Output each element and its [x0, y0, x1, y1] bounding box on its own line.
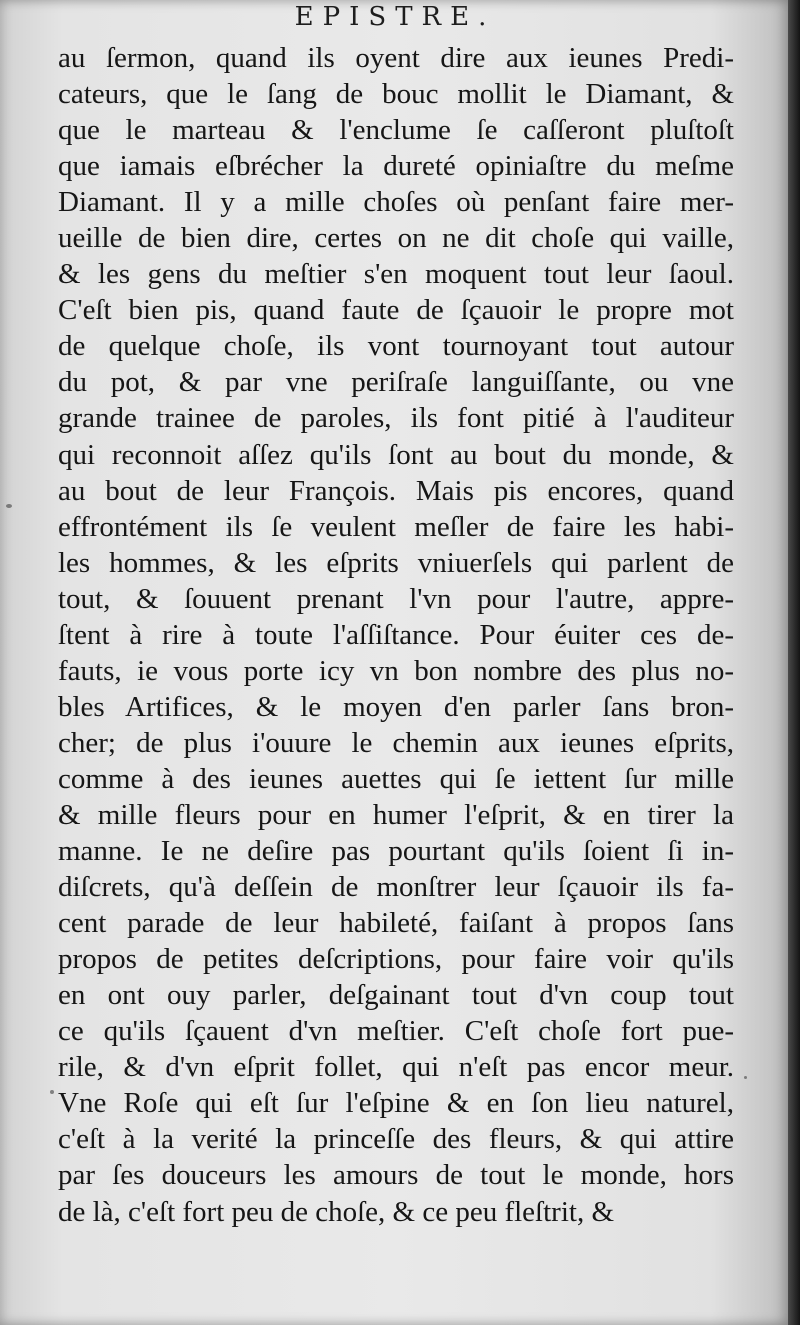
text-line: au ſermon, quand ils oyent dire aux ieunes Predi- — [58, 42, 734, 74]
text-line: fauts, ie vous porte icy vn bon nombre des plus no- — [58, 654, 734, 687]
text-line: de là, c'eſt fort peu de choſe, & ce peu fleſtrit, & — [58, 1195, 614, 1228]
text-line: Vne Roſe qui eſt ſur l'eſpine & en ſon lieu naturel, — [58, 1087, 734, 1120]
text-line: comme à des ieunes auettes qui ſe iettent ſur mille — [58, 762, 734, 795]
text-line: ueille de bien dire, certes on ne dit choſe qui vaille, — [58, 222, 734, 255]
text-line: au bout de leur François. Mais pis encores, quand — [58, 474, 734, 507]
text-line: C'eſt bien pis, quand faute de ſçauoir le propre mot — [58, 294, 734, 327]
text-line: que le marteau & l'enclume ſe caſſeront pluſtoſt — [58, 114, 734, 147]
ink-speck — [744, 1076, 747, 1079]
running-head: EPISTRE. — [294, 2, 496, 32]
text-line: grande trainee de paroles, ils font pitié à l'auditeur — [58, 402, 734, 435]
page-edge-shadow — [788, 0, 800, 1325]
text-line: de quelque choſe, ils vont tournoyant tout autour — [58, 330, 734, 363]
text-line: par ſes douceurs les amours de tout le monde, hors — [58, 1159, 734, 1192]
text-line: rile, & d'vn eſprit follet, qui n'eſt pas encor meur. — [58, 1051, 734, 1084]
text-line: ce qu'ils ſçauent d'vn meſtier. C'eſt choſe fort pue- — [58, 1015, 734, 1048]
text-line: manne. Ie ne deſire pas pourtant qu'ils ſoient ſi in- — [58, 835, 734, 868]
text-line: & les gens du meſtier s'en moquent tout leur ſaoul. — [58, 258, 734, 291]
text-line: bles Artifices, & le moyen d'en parler ſans bron- — [58, 690, 734, 723]
text-line: effrontément ils ſe veulent meſler de faire les habi- — [58, 510, 734, 543]
text-line: en ont ouy parler, deſgainant tout d'vn coup tout — [58, 979, 734, 1012]
text-line: qui reconnoit aſſez qu'ils ſont au bout du monde, & — [58, 438, 734, 471]
text-line: Diamant. Il y a mille choſes où penſant faire mer- — [58, 186, 734, 219]
text-line: c'eſt à la verité la princeſſe des fleurs, & qui attire — [58, 1123, 734, 1156]
ink-speck — [50, 1090, 54, 1094]
text-line: tout, & ſouuent prenant l'vn pour l'autre, appre- — [58, 582, 734, 615]
text-line: propos de petites deſcriptions, pour faire voir qu'ils — [58, 943, 734, 976]
text-line: & mille fleurs pour en humer l'eſprit, & en tirer la — [58, 798, 734, 831]
text-line: du pot, & par vne periſraſe languiſſante, ou vne — [58, 366, 734, 399]
text-line: les hommes, & les eſprits vniuerſels qui parlent de — [58, 546, 734, 579]
text-line: diſcrets, qu'à deſſein de monſtrer leur ſçauoir ils fa- — [58, 871, 734, 904]
body-text — [58, 40, 734, 1230]
text-line: que iamais eſbrécher la dureté opiniaſtre du meſme — [58, 150, 734, 183]
text-line: cateurs, que le ſang de bouc mollit le Diamant, & — [58, 78, 734, 111]
text-line: cent parade de leur habileté, faiſant à propos ſans — [58, 907, 734, 940]
text-line: cher; de plus i'ouure le chemin aux ieunes eſprits, — [58, 726, 734, 759]
text-line: ſtent à rire à toute l'aſſiſtance. Pour éuiter ces de- — [58, 618, 734, 651]
ink-speck — [6, 504, 12, 508]
